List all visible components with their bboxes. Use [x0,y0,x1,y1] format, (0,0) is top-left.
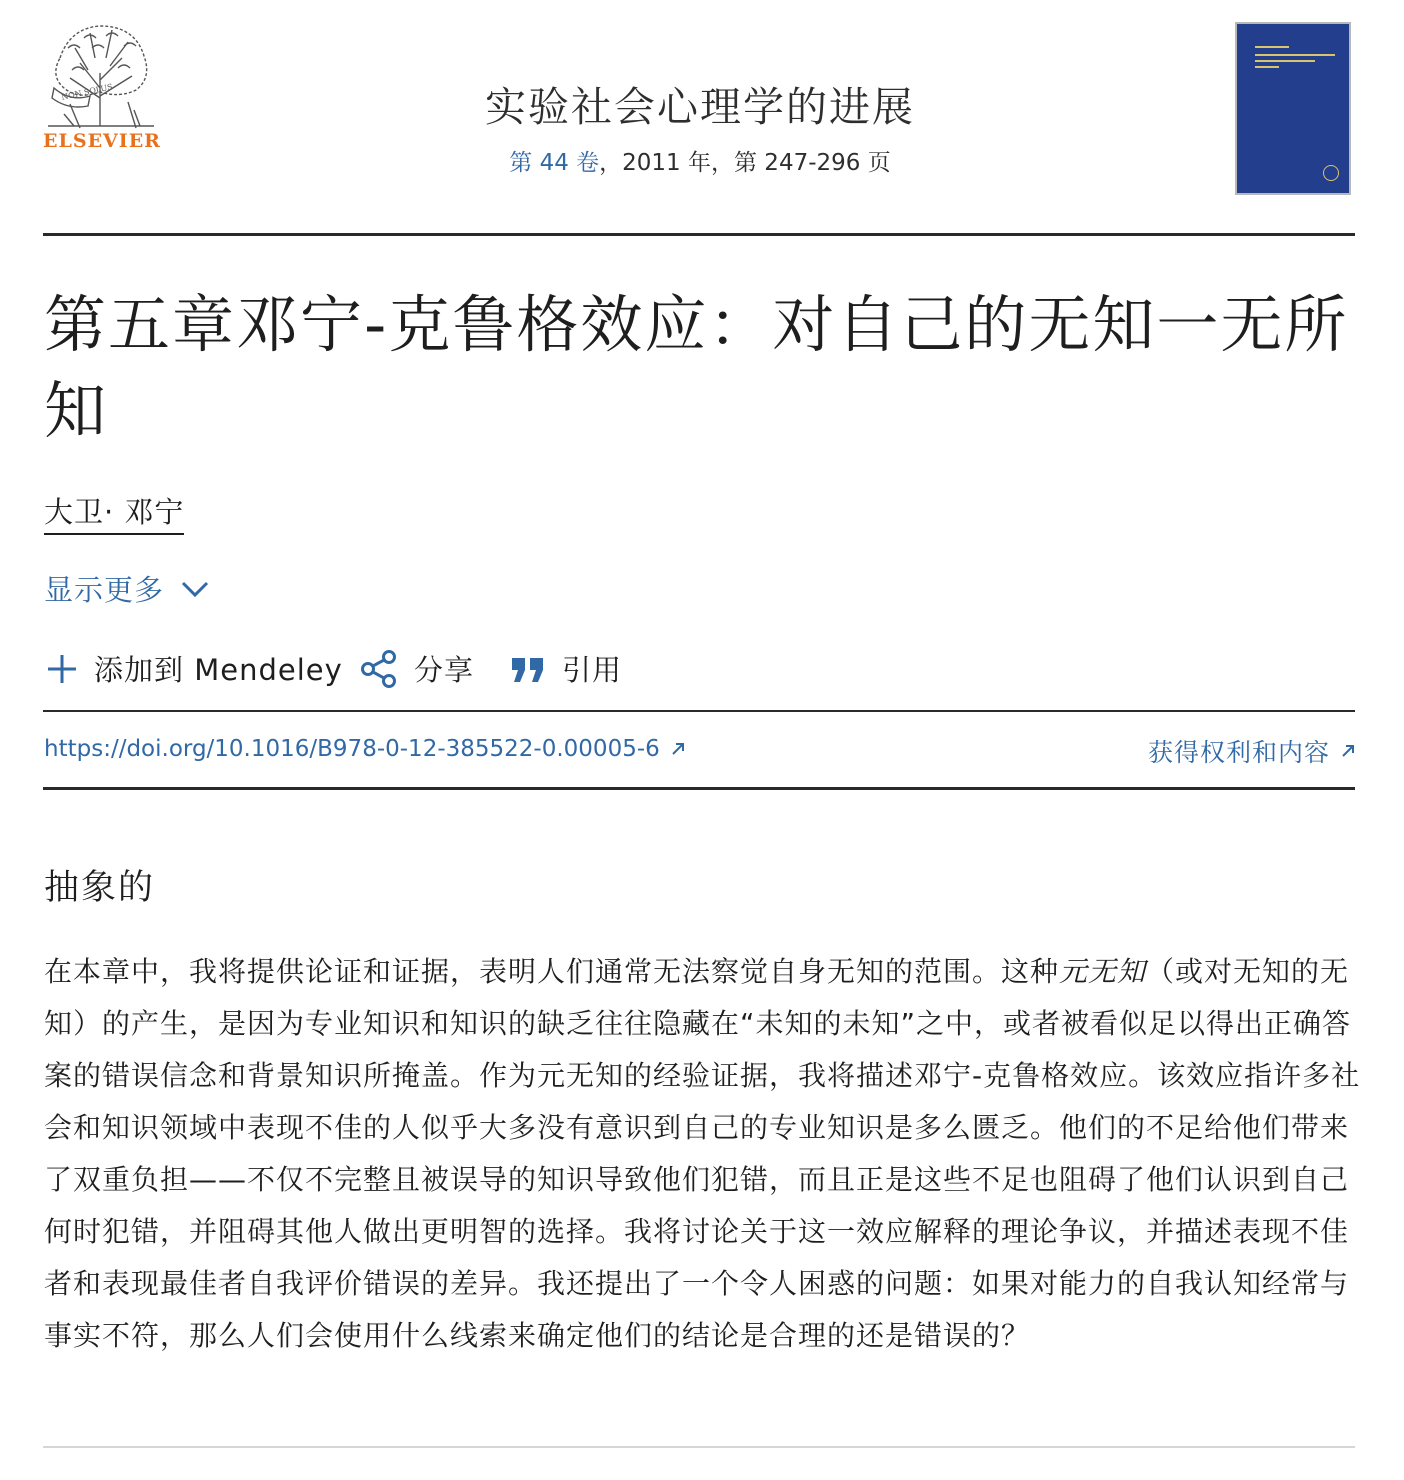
share-label: 分享 [414,653,475,687]
doi-link[interactable] [44,736,686,762]
rights-link[interactable] [1148,733,1356,769]
doi-text: https://doi.org/10.1016/B978-0-12-385522-0.00005-6 [44,736,660,762]
share-icon [360,650,398,688]
tree-icon [40,18,162,130]
abstract-text-part: 在本章中，我将提供论证和证据，表明人们通常无法察觉自身无知的范围。这种 [44,955,1060,988]
issue-info [300,144,1100,177]
issue-details: ，2011 年，第 247-296 页 [599,150,891,176]
links-divider [43,787,1355,790]
rights-text: 获得权利和内容 [1147,738,1330,767]
volume-link[interactable]: 第 44 卷 [509,150,600,176]
cite-label: 引用 [562,653,623,687]
cover-text-line [1255,60,1315,62]
actions-divider [43,710,1355,712]
chevron-down-icon [180,579,210,599]
abstract-heading: 抽象的 [44,868,156,908]
abstract-text-part: （或对无知的无知）的产生，是因为专业知识和知识的缺乏往往隐藏在“未知的未知”之中，或者被看似足以得出正确答案的错误信念和背景知识所掩盖。作为元无知的经验证据，我将描述邓宁-克鲁格效应。该效应指许多社会和知识领域中表现不佳的人似乎大多没有意识到自己的专业知识是多么匮乏。他们的不足给他们带来了双重负担——不仅不完整且被误导的知识导致他们犯错，而且正是这些不足也阻碍了他们认识到自己何时犯错，并阻碍其他人做出更明智的选择。我将讨论关于这一效应解释的理论争议，并描述表现不佳者和表现最佳者自我评价错误的差异。我还提出了一个令人困惑的问题：如果对能力的自我认知经常与事实不符，那么人们会使用什么线索来确定他们的结论是合理的还是错误的？ [44,955,1361,1352]
cover-publisher-icon [1323,165,1339,181]
journal-title[interactable]: 实验社会心理学的进展 [485,83,915,131]
external-link-icon [1340,743,1356,759]
quote-icon [510,654,546,684]
add-to-mendeley-button[interactable] [46,648,343,689]
cover-text-line [1255,54,1335,56]
cover-text-line [1255,46,1289,48]
header-divider [43,233,1355,236]
bottom-divider [43,1446,1355,1448]
abstract-text [44,946,1362,1362]
share-button[interactable] [360,648,474,689]
cover-text-line [1255,66,1279,68]
cite-button[interactable] [510,648,622,689]
author-link[interactable]: 大卫· 邓宁 [44,490,184,535]
journal-cover[interactable] [1235,22,1351,195]
add-to-mendeley-label: 添加到 Mendeley [94,653,343,687]
external-link-icon [670,741,686,757]
show-more-button[interactable] [44,568,210,609]
publisher-name[interactable]: ELSEVIER [43,130,161,152]
abstract-term: 元无知 [1059,955,1147,988]
logo-motto: NON SOLUS [60,82,114,102]
article-title: 第五章邓宁-克鲁格效应：对自己的无知一无所知 [44,288,1349,447]
plus-icon [46,653,78,685]
show-more-label: 显示更多 [44,573,165,607]
